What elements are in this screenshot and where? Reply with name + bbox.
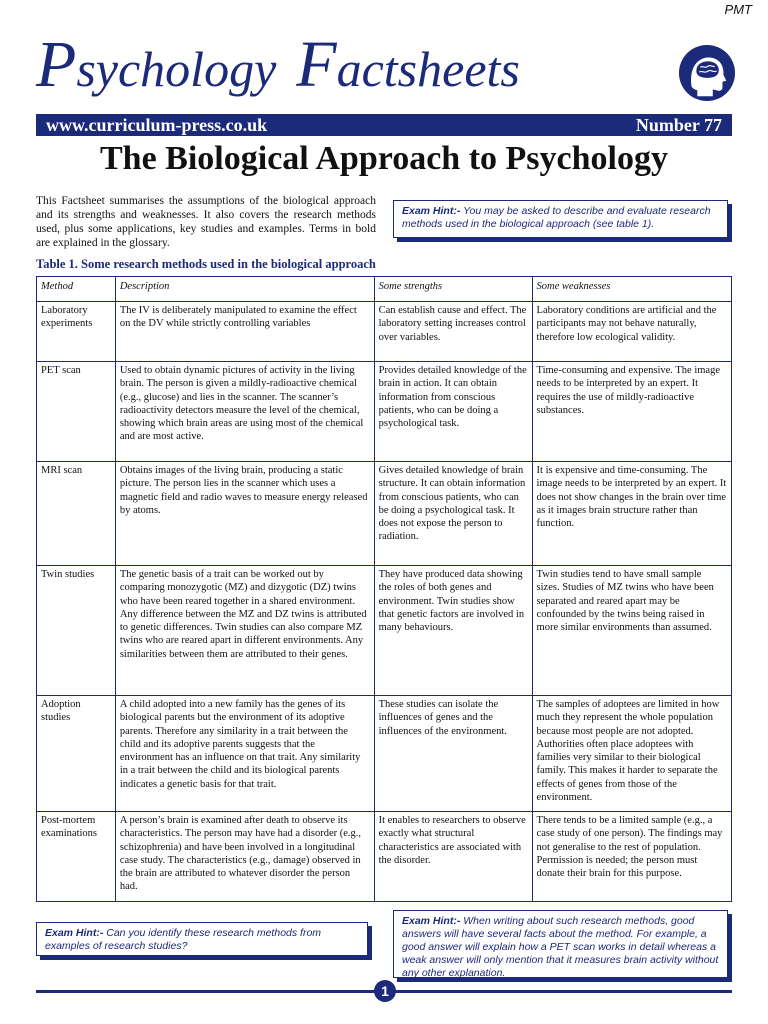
website-link[interactable]: www.curriculum-press.co.uk [46, 114, 268, 135]
table-row [37, 462, 732, 566]
pmt-label: PMT [724, 2, 752, 17]
cell-strengths: It enables to researchers to observe exactly what structural characteristics are associated with the disorder. [374, 812, 532, 902]
cell-description: The IV is deliberately manipulated to examine the effect on the DV while strictly controlling variables [115, 302, 374, 362]
cell-description: Used to obtain dynamic pictures of activity in the living brain. The person is given a mildly-radioactive chemical (e.g., glucose) and lies in the scanner. The scanner’s radioactivity detectors measure the level of the chemical, showing which brain areas are using most of the chemical and are most active. [115, 362, 374, 462]
cell-method: Twin studies [37, 566, 116, 696]
table-row [37, 302, 732, 362]
table-row [37, 362, 732, 462]
table-caption: Table 1. Some research methods used in the biological approach [36, 257, 376, 271]
cell-method: Laboratory experiments [37, 302, 116, 362]
cell-method: Post-mortem examinations [37, 812, 116, 902]
column-header-method: Method [37, 277, 116, 302]
cell-weaknesses: There tends to be a limited sample (e.g., a case study of one person). The findings may not generalise to the rest of population. Permission is needed; the person must donate their brain for this purpose. [532, 812, 731, 902]
masthead [36, 28, 736, 114]
table-row [37, 566, 732, 696]
research-methods-table [36, 276, 732, 902]
logo-title: Psychology Factsheets [36, 28, 520, 101]
header-bar [36, 114, 732, 136]
cell-weaknesses: The samples of adoptees are limited in how much they represent the whole population because most people are not adopted. Authorities often place adoptees with families very similar to their biological family. This makes it harder to separate the effects of genes from those of the environment. [532, 696, 731, 812]
intro-paragraph: This Factsheet summarises the assumptions of the biological approach and its strengths and weaknesses. It also covers the research methods used, plus some applications, key studies and examples. Terms in bold are explained in the glossary. [36, 195, 376, 249]
cell-weaknesses: Time-consuming and expensive. The image needs to be interpreted by an expert. It requires the use of mildly-radioactive substances. [532, 362, 731, 462]
cell-description: A person’s brain is examined after death to observe its characteristics. The person may have had a disorder (e.g., schizophrenia) and have been involved in a longitudinal case study. The characteristics (e.g., damage) observed in the brain are attributed to whatever disorder the person had. [115, 812, 374, 902]
cell-method: PET scan [37, 362, 116, 462]
exam-hint-top: Exam Hint:- You may be asked to describe and evaluate research methods used in the biological approach (see table 1). [393, 200, 728, 238]
table-row [37, 812, 732, 902]
cell-strengths: Gives detailed knowledge of brain structure. It can obtain information from conscious patients, who can be doing a psychological task. It does not expose the person to radiation. [374, 462, 532, 566]
head-brain-icon [678, 44, 736, 102]
cell-weaknesses: Twin studies tend to have small sample sizes. Studies of MZ twins who have been separated and reared apart may be confounded by the twins being raised in more similar environments than assumed. [532, 566, 731, 696]
exam-hint-bottom-right: Exam Hint:- When writing about such research methods, good answers will have several facts about the method. For example, a good answer will explain how a PET scan works in detail whereas a weak answer will only mention that it measures brain activity without any other explanation. [393, 910, 728, 978]
page-title: The Biological Approach to Psychology [100, 140, 668, 177]
table-header-row [37, 277, 732, 302]
cell-weaknesses: Laboratory conditions are artificial and the participants may not behave naturally, therefore low ecological validity. [532, 302, 731, 362]
table-row [37, 696, 732, 812]
cell-weaknesses: It is expensive and time-consuming. The image needs to be interpreted by an expert. It does not show changes in the brain over time as it images brain structure rather than function. [532, 462, 731, 566]
cell-method: Adoption studies [37, 696, 116, 812]
page-number: 1 [374, 980, 396, 1002]
cell-strengths: Provides detailed knowledge of the brain in action. It can obtain information from conscious patients, who can be doing a psychological task. [374, 362, 532, 462]
cell-description: A child adopted into a new family has the genes of its biological parents but the environment of its adoptive parents. Therefore any similarity in a trait between the child and its adoptive parents suggests that the environment has an influence on that trait. Any similarity in a trait between the child and its biological parents indicates a genetic basis for that trait. [115, 696, 374, 812]
cell-strengths: They have produced data showing the roles of both genes and environment. Twin studies show that genetic factors are involved in many behaviours. [374, 566, 532, 696]
exam-hint-bottom-left: Exam Hint:- Can you identify these research methods from examples of research studies? [36, 922, 368, 956]
cell-strengths: These studies can isolate the influences of genes and the influences of the environment. [374, 696, 532, 812]
column-header-weaknesses: Some weaknesses [532, 277, 731, 302]
cell-strengths: Can establish cause and effect. The laboratory setting increases control over variables. [374, 302, 532, 362]
issue-number: Number 77 [635, 114, 722, 135]
cell-description: The genetic basis of a trait can be worked out by comparing monozygotic (MZ) and dizygotic (DZ) twins who have been reared together in a shared environment. Any difference between the MZ and DZ twins is attributed to genetic differences. Twin studies can also compare MZ twins who are reared apart in different environments. Any similarities between them are attributed to their genes. [115, 566, 374, 696]
cell-description: Obtains images of the living brain, producing a static picture. The person lies in the scanner which uses a magnetic field and radio waves to measure energy released by atoms. [115, 462, 374, 566]
column-header-strengths: Some strengths [374, 277, 532, 302]
column-header-description: Description [115, 277, 374, 302]
cell-method: MRI scan [37, 462, 116, 566]
